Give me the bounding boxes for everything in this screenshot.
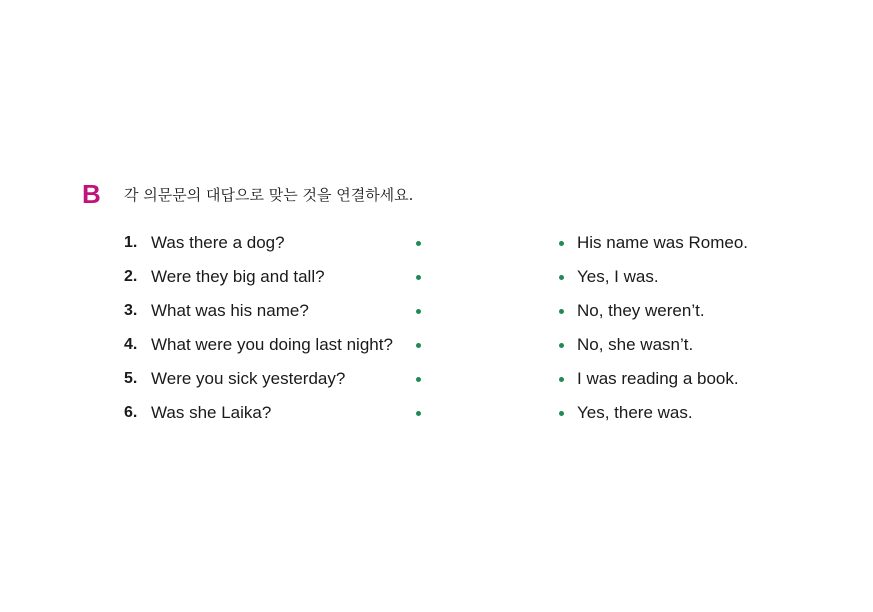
question-number: 2. xyxy=(124,268,138,285)
answer-connector-dot[interactable] xyxy=(559,241,564,246)
question-connector-dot[interactable] xyxy=(416,275,421,280)
question-number: 4. xyxy=(124,336,138,353)
answer-text: No, she wasn’t. xyxy=(577,335,694,354)
question-text: Were they big and tall? xyxy=(151,267,325,286)
answer-list xyxy=(559,226,748,430)
answer-text: Yes, I was. xyxy=(577,267,659,286)
answer-item xyxy=(559,260,748,294)
question-text: What were you doing last night? xyxy=(151,335,393,354)
section-letter: B xyxy=(82,179,101,209)
answer-text: I was reading a book. xyxy=(577,369,739,388)
answer-connector-dot[interactable] xyxy=(559,275,564,280)
answer-text: Yes, there was. xyxy=(577,403,693,422)
question-connector-dot[interactable] xyxy=(416,377,421,382)
question-item xyxy=(124,294,393,328)
answer-item xyxy=(559,362,748,396)
answer-item xyxy=(559,396,748,430)
question-number: 5. xyxy=(124,370,138,387)
question-text: Were you sick yesterday? xyxy=(151,369,346,388)
question-number: 1. xyxy=(124,234,138,251)
question-item xyxy=(124,362,393,396)
answer-connector-dot[interactable] xyxy=(559,377,564,382)
question-connector-dot[interactable] xyxy=(416,309,421,314)
question-connector-dots xyxy=(416,226,421,430)
question-connector-dot[interactable] xyxy=(416,241,421,246)
question-text: Was she Laika? xyxy=(151,403,272,422)
answer-item xyxy=(559,328,748,362)
instruction-text: 각 의문문의 대답으로 맞는 것을 연결하세요. xyxy=(124,186,414,204)
question-text: What was his name? xyxy=(151,301,309,320)
question-text: Was there a dog? xyxy=(151,233,285,252)
question-item xyxy=(124,260,393,294)
question-number: 6. xyxy=(124,404,138,421)
question-item xyxy=(124,396,393,430)
answer-connector-dot[interactable] xyxy=(559,343,564,348)
question-number: 3. xyxy=(124,302,138,319)
answer-item xyxy=(559,226,748,260)
question-connector-dot[interactable] xyxy=(416,343,421,348)
answer-connector-dot[interactable] xyxy=(559,309,564,314)
answer-connector-dot[interactable] xyxy=(559,411,564,416)
answer-text: His name was Romeo. xyxy=(577,233,749,252)
question-connector-dot[interactable] xyxy=(416,411,421,416)
question-item xyxy=(124,226,393,260)
answer-item xyxy=(559,294,748,328)
question-item xyxy=(124,328,393,362)
answer-text: No, they weren’t. xyxy=(577,301,705,320)
question-list xyxy=(124,226,393,430)
